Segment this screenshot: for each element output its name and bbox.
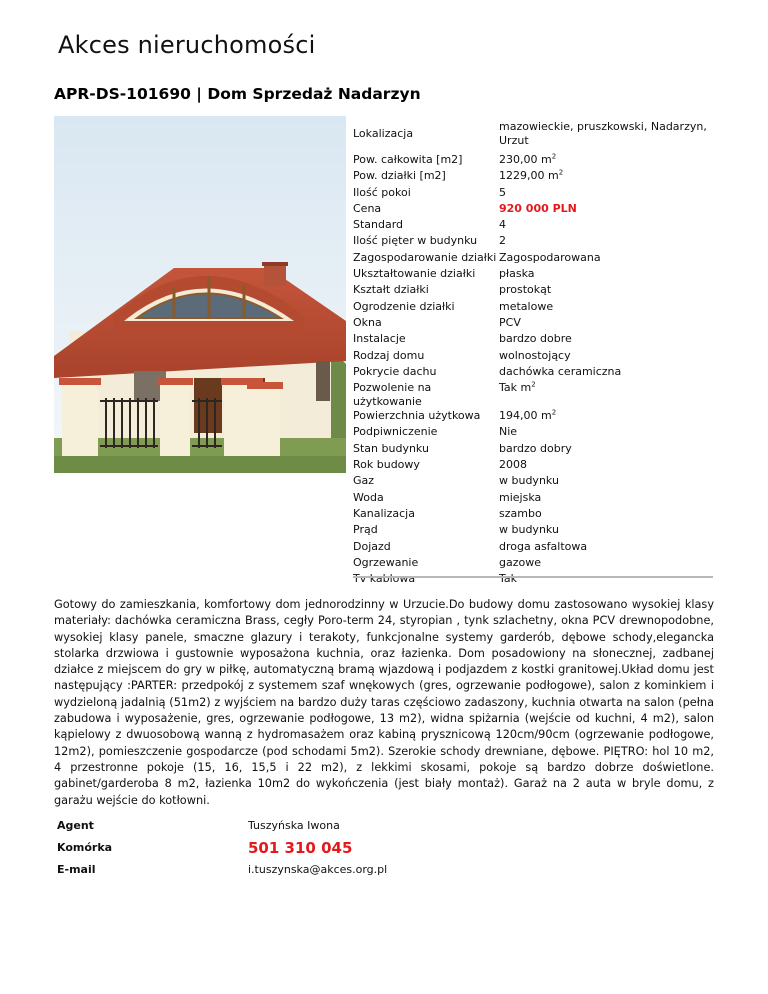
unit-superscript: 2 — [551, 152, 557, 161]
detail-value — [499, 218, 713, 234]
detail-value — [499, 332, 713, 348]
detail-row — [353, 572, 713, 588]
detail-label: Instalacje — [353, 332, 406, 346]
detail-value — [499, 120, 713, 153]
detail-label: Kanalizacja — [353, 506, 415, 520]
detail-value-text: Zagospodarowana — [499, 250, 601, 264]
phone-label: Komórka — [57, 841, 113, 854]
detail-row — [353, 316, 713, 332]
detail-value-text: 4 — [499, 218, 506, 232]
property-description: Gotowy do zamieszkania, komfortowy dom jednorodzinny w Urzucie.Do budowy domu zastosowano wysokiej klasy materiały: dachówka ceramiczna Brass, cegły Poro-term 24, styropian , tynk szlachetny, okna PCV drewnopodobne, wysokiej klasy panele, smaczne glazury i terakoty, funkcjonalne systemy garderób, dębowe schody,elegancka stolarka drzwiowa i gustownie wyposażona kuchnia, oraz łazienka. Dom posadowiony na słonecznej, zadbanej działce z miejscem do gry w piłkę, automatyczną bramą wjazdową i podjazdem z kostki granitowej.Układ domu jest następujący :PARTER: przedpokój z systemem szaf wnękowych (gres, ogrzewanie podłogowe), salon z kominkiem i wydzieloną jadalnią (51m2) z wyjściem na bardzo duży taras częściowo zadaszony, kuchnia otwarta na salon (pełna zabudowa i wyposażenie, gres, ogrzewanie podłogowe, 13 m2), widna spiżarnia (wejście od kuchni, 4 m2), salon kąpielowy z dwuosobową wanną z hydromasażem oraz kabiną prysznicową 120cm/90cm (ogrzewanie podłogowe, 12m2), pomieszczenie gospodarcze (pod schodami 5m2). Szerokie schody drewniane, dębowe. PIĘTRO: hol 10 m2, 4 przestronne pokoje (15, 16, 15,5 i 22 m2), z lekkimi skosami, pokoje są bardzo dobrze doświetlone. gabinet/garderoba 8 m2, łazienka 10m2 do wykończenia (jest biały montaż). Garaż na 2 auta w bryle domu, z garażu wejście do kotłowni. — [54, 598, 714, 807]
detail-value-text: prostokąt — [499, 283, 552, 297]
detail-row — [353, 381, 713, 409]
detail-value-text: bardzo dobre — [499, 332, 572, 346]
detail-value — [499, 300, 713, 316]
detail-value-text: Tak m — [499, 381, 532, 395]
detail-value-text: bardzo dobry — [499, 441, 572, 455]
detail-label: Woda — [353, 490, 384, 504]
detail-value — [499, 251, 713, 267]
detail-value-text: miejska — [499, 490, 542, 504]
detail-value-text: 230,00 m — [499, 153, 552, 166]
detail-label: Kształt działki — [353, 283, 429, 297]
detail-value-text: 2008 — [499, 458, 527, 472]
detail-label: Rodzaj domu — [353, 348, 425, 362]
unit-superscript: 2 — [558, 168, 564, 177]
detail-row — [353, 442, 713, 458]
detail-label: Rok budowy — [353, 458, 420, 472]
detail-row — [353, 120, 713, 153]
detail-row — [353, 556, 713, 572]
detail-value — [499, 409, 713, 425]
detail-row — [353, 349, 713, 365]
agent-email[interactable]: i.tuszynska@akces.org.pl — [248, 863, 388, 876]
agent-label: Agent — [57, 819, 94, 832]
detail-label: Lokalizacja — [353, 127, 414, 140]
detail-value — [499, 572, 713, 588]
detail-label: Pozwolenie na użytkowanie — [353, 381, 432, 409]
detail-row — [353, 409, 713, 425]
detail-row — [353, 186, 713, 202]
detail-value — [499, 556, 713, 572]
detail-row — [353, 251, 713, 267]
detail-label: Gaz — [353, 474, 375, 488]
detail-label: Powierzchnia użytkowa — [353, 409, 481, 423]
detail-value — [499, 283, 713, 299]
detail-value — [499, 365, 713, 381]
detail-value — [499, 523, 713, 539]
detail-value — [499, 349, 713, 365]
detail-value-text: 2 — [499, 234, 506, 248]
detail-value — [499, 381, 713, 409]
detail-value — [499, 169, 713, 185]
detail-row — [353, 234, 713, 250]
detail-value-text: szambo — [499, 506, 542, 520]
detail-value — [499, 458, 713, 474]
detail-label: Ogrodzenie działki — [353, 299, 455, 313]
detail-row — [353, 300, 713, 316]
detail-value-text: płaska — [499, 267, 535, 281]
detail-value — [499, 425, 713, 441]
property-details-table — [353, 120, 713, 588]
detail-label: Ogrzewanie — [353, 555, 419, 569]
detail-value-text: w budynku — [499, 523, 559, 537]
detail-value — [499, 442, 713, 458]
detail-value — [499, 316, 713, 332]
email-label: E-mail — [57, 863, 96, 876]
detail-value-text: Nie — [499, 425, 518, 439]
detail-row — [353, 332, 713, 348]
detail-row — [353, 458, 713, 474]
detail-label: Tv kablowa — [353, 572, 416, 586]
detail-value-text: mazowieckie, pruszkowski, Nadarzyn, Urzut — [499, 120, 707, 147]
detail-row — [353, 169, 713, 185]
detail-value-text: droga asfaltowa — [499, 539, 588, 553]
detail-label: Ilość pokoi — [353, 185, 411, 199]
detail-row — [353, 365, 713, 381]
detail-value — [499, 540, 713, 556]
detail-value-text: wolnostojący — [499, 348, 571, 362]
agent-name: Tuszyńska Iwona — [248, 819, 340, 832]
detail-row — [353, 283, 713, 299]
unit-superscript: 2 — [531, 380, 536, 389]
detail-label: Pow. działki [m2] — [353, 169, 446, 183]
detail-label: Podpiwniczenie — [353, 425, 438, 439]
unit-superscript: 2 — [551, 408, 557, 417]
detail-value — [499, 267, 713, 283]
detail-row — [353, 218, 713, 234]
detail-value — [499, 491, 713, 507]
detail-row — [353, 507, 713, 523]
detail-row — [353, 202, 713, 218]
detail-value-text: 5 — [499, 185, 506, 199]
detail-value-text: metalowe — [499, 299, 554, 313]
detail-row — [353, 491, 713, 507]
detail-value-text: PCV — [499, 315, 521, 329]
detail-label: Standard — [353, 218, 404, 232]
agent-phone[interactable]: 501 310 045 — [248, 838, 353, 857]
detail-value-text: 920 000 PLN — [499, 201, 577, 215]
detail-label: Cena — [353, 201, 382, 215]
house-photo — [54, 116, 346, 473]
listing-title: APR-DS-101690 | Dom Sprzedaż Nadarzyn — [54, 85, 421, 103]
detail-label: Ukształtowanie działki — [353, 267, 476, 281]
detail-value — [499, 234, 713, 250]
detail-value-text: gazowe — [499, 555, 541, 569]
detail-value-text: w budynku — [499, 474, 559, 488]
detail-label: Pow. całkowita [m2] — [353, 153, 463, 166]
brand-name: Akces nieruchomości — [58, 31, 316, 59]
detail-value — [499, 474, 713, 490]
detail-value-text: 194,00 m — [499, 409, 552, 423]
detail-value — [499, 153, 713, 169]
agent-contact — [57, 816, 387, 879]
detail-label: Dojazd — [353, 539, 391, 553]
detail-row — [353, 540, 713, 556]
detail-value-text: Tak — [499, 572, 518, 586]
detail-row — [353, 153, 713, 169]
detail-label: Stan budynku — [353, 441, 429, 455]
detail-row — [353, 474, 713, 490]
detail-value — [499, 202, 713, 218]
detail-value — [499, 507, 713, 523]
detail-row — [353, 267, 713, 283]
detail-label: Ilość pięter w budynku — [353, 234, 478, 248]
detail-label: Pokrycie dachu — [353, 364, 437, 378]
detail-label: Zagospodarowanie działki — [353, 250, 497, 264]
detail-value-text: dachówka ceramiczna — [499, 364, 622, 378]
detail-row — [353, 425, 713, 441]
detail-value — [499, 186, 713, 202]
detail-label: Okna — [353, 315, 382, 329]
detail-row — [353, 523, 713, 539]
detail-label: Prąd — [353, 523, 378, 537]
detail-value-text: 1229,00 m — [499, 169, 559, 183]
details-divider — [353, 576, 713, 578]
